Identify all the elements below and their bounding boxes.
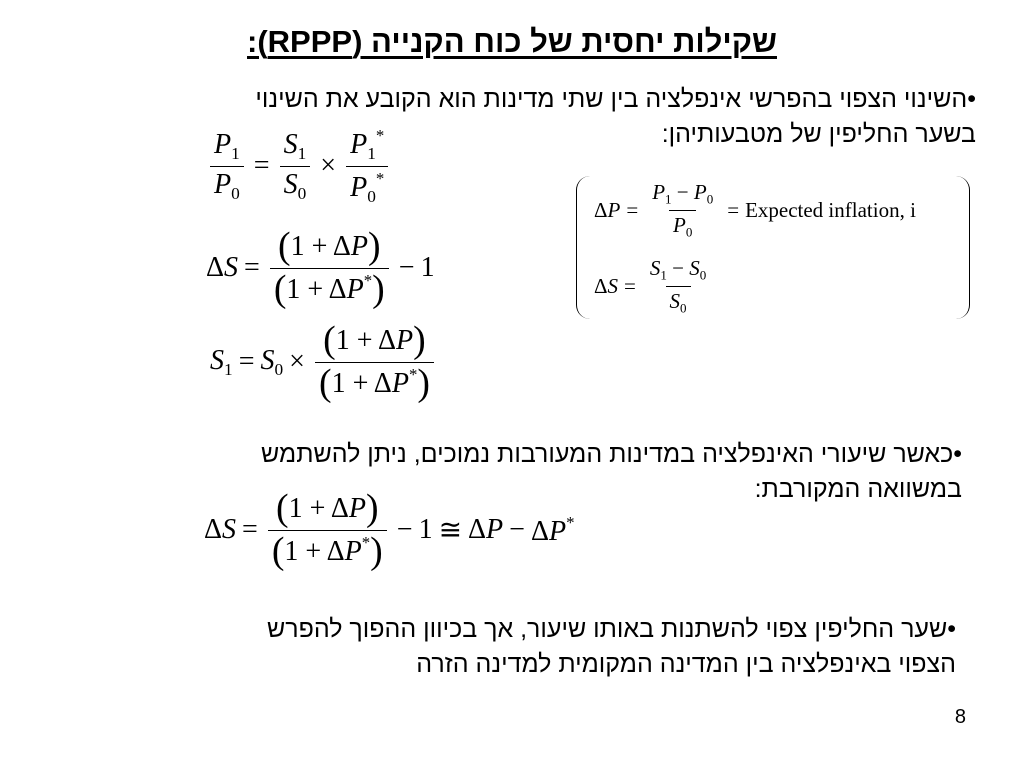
equation-approximation: ΔS = $\frac{(1 + \Delta P)}{(1 + \Delta P^*)}$ − 1 ≅ ΔP − ΔP* xyxy=(204,487,575,572)
definition-delta-p: ΔP = $\frac{P_1 - P_0}{P_0}$ = Expected inflation, i xyxy=(594,180,916,240)
definition-delta-s: ΔS = $\frac{S_1 - S_0}{S_0}$ xyxy=(594,256,714,316)
bullet-1-line-1: •השינוי הצפוי בהפרשי אינפלציה בין שתי מדינות הוא הקובע את השינוי xyxy=(255,85,976,113)
expected-inflation-label: Expected inflation, i xyxy=(745,197,916,222)
bullet-3-line-2: הצפוי באינפלציה בין המדינה המקומית למדינה הזרה xyxy=(416,650,956,678)
fraction-p1-p0: $\frac{P_1}{P_0}$ xyxy=(210,129,244,204)
fraction-delta-p: $\frac{P_1 - P_0}{P_0}$ xyxy=(652,180,714,240)
equation-price-ratio: $\frac{P_1}{P_0}$ = $\frac{S_1}{S_0}$ × $\frac{P_1^*}{P_0^*}$ xyxy=(206,126,392,207)
bullet-3-line-1: •שער החליפין צפוי להשתנות באותו שיעור, אך בכיוון ההפוך להפרש xyxy=(267,615,956,643)
equation-delta-s: ΔS = $\frac{(1 + \Delta P)}{(1 + \Delta P^*)}$ − 1 xyxy=(206,225,435,310)
page-title: שקילות יחסית של כוח הקנייה (RPPP): xyxy=(247,24,777,59)
fraction-inflation-ratio-2: $\frac{(1 + \Delta P)}{(1 + \Delta P^*)}$ xyxy=(315,322,434,403)
fraction-inflation-ratio-3: $\frac{(1 + \Delta P)}{(1 + \Delta P^*)}$ xyxy=(268,490,387,571)
bullet-2-line-1: •כאשר שיעורי האינפלציה במדינות המעורבות נמוכים, ניתן להשתמש xyxy=(261,440,962,468)
page-number: 8 xyxy=(954,706,966,728)
fraction-s1-s0: $\frac{S_1}{S_0}$ xyxy=(280,129,311,204)
bullet-3-text xyxy=(267,612,956,682)
equation-s1: $S_1$ = $S_0$ × $\frac{(1 + \Delta P)}{(1 + \Delta P^*)}$ xyxy=(210,322,438,403)
bullet-1-line-2: בשער החליפין של מטבעותיהן: xyxy=(661,120,976,148)
fraction-delta-s: $\frac{S_1 - S_0}{S_0}$ xyxy=(649,256,707,316)
fraction-inflation-ratio: $\frac{(1 + \Delta P)}{(1 + \Delta P^*)}$ xyxy=(270,228,389,309)
bullet-2-line-2: במשוואה המקורבת: xyxy=(754,475,962,503)
fraction-p1star-p0star: $\frac{P_1^*}{P_0^*}$ xyxy=(346,126,388,207)
